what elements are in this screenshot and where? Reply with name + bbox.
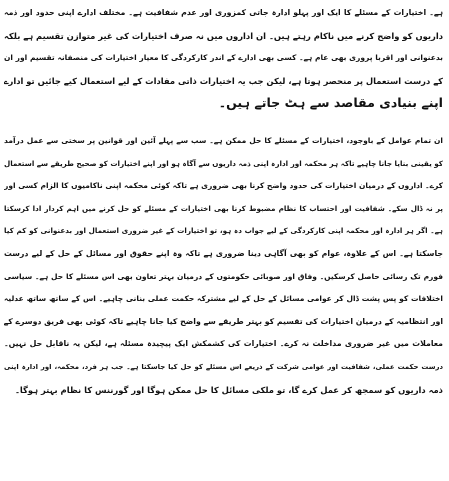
paragraph-gap [4, 115, 443, 130]
text-line: ذمہ داریوں کو سمجھ کر عمل کرے گا، تو ملکی مسائل کا حل ممکن ہوگا اور گورننس کا نظام بہتر ہوگا۔ [14, 384, 443, 395]
text-line: جاسکتا ہے۔ اس کے علاوہ، عوام کو بھی آگاہی دینا ضروری ہے تاکہ وہ اپنے حقوق اور مسائل کے حل کے لیے درست [4, 248, 443, 258]
text-line: کے درست استعمال پر منحصر ہوتا ہے، لیکن جب یہ اختیارات ذاتی مفادات کے لیے استعمال کیے جائیں تو ادارے [4, 75, 443, 86]
text-line: داریوں کو واضح کرنے میں ناکام رہتے ہیں۔ ان اداروں میں نہ صرف اختیارات کی غیر متوازن تقسیم ہے بلکہ [4, 30, 443, 41]
text-line: ہے۔ اختیارات کے مسئلے کا ایک اور پہلو ادارہ جاتی کمزوری اور عدم شفافیت ہے۔ مختلف ادارے اپنی حدود اور ذمہ [4, 8, 443, 17]
paragraph-2 [4, 130, 443, 401]
text-line: معاملات میں غیر ضروری مداخلت نہ کرے۔ اختیارات کی کشمکش ایک پیچیدہ مسئلہ ہے، لیکن یہ ناقابل حل نہیں۔ [4, 339, 443, 349]
text-line: ان تمام عوامل کے باوجود، اختیارات کے مسئلے کا حل ممکن ہے۔ سب سے پہلے آئین اور قوانین پر سختی سے عمل درآمد [4, 135, 443, 145]
text-line: درست حکمت عملی، شفافیت اور عوامی شرکت کے ذریعے اس مسئلے کو حل کیا جاسکتا ہے۔ جب ہر فرد، محکمہ، اور ادارہ اپنی [4, 362, 443, 371]
text-line: اختلافات کو پس پشت ڈال کر عوامی مسائل کے حل کے لیے مشترکہ حکمت عملی بنانی چاہیے۔ اس کے ساتھ ساتھ عدلیہ [4, 294, 443, 304]
text-line: ہے۔ اگر ہر ادارہ اور محکمہ اپنی کارکردگی کے لیے جواب دہ ہو، تو اختیارات کے غیر ضروری استعمال اور بدعنوانی کو کم کیا [4, 226, 443, 236]
paragraph-1 [4, 2, 443, 115]
text-line: فورم تک رسائی حاصل کرسکیں۔ وفاق اور صوبائی حکومتوں کے درمیان بہتر تعاون بھی اس مسئلے کا حل ہے۔ سیاسی [4, 271, 443, 281]
text-line: کو یقینی بنایا جانا چاہیے تاکہ ہر محکمہ اور ادارہ اپنی ذمہ داریوں سے آگاہ ہو اور اپنے اختیارات کو صحیح طریقے سے استعمال [4, 158, 443, 168]
text-line: بدعنوانی اور اقربا پروری بھی عام ہے۔ کسی بھی ادارے کے اندر کارکردگی کا معیار اختیارات کی منصفانہ تقسیم اور ان [4, 53, 443, 63]
text-line: اپنے بنیادی مقاصد سے ہٹ جاتے ہیں۔ [218, 95, 443, 111]
text-line: اور انتظامیہ کے درمیان اختیارات کی تقسیم کو بہتر طریقے سے واضح کیا جانا چاہیے تاکہ کوئی بھی فریق دوسرے کے [4, 316, 443, 326]
text-line: کرے۔ اداروں کے درمیان اختیارات کی حدود واضح کرنا بھی ضروری ہے تاکہ کوئی محکمہ اپنی ناکامیوں کا الزام کسی اور [4, 181, 443, 191]
text-line: پر نہ ڈال سکے۔ شفافیت اور احتساب کا نظام مضبوط کرنا بھی اختیارات کے مسئلے کو حل کرنے میں اہم کردار ادا کرسکتا [4, 203, 443, 213]
